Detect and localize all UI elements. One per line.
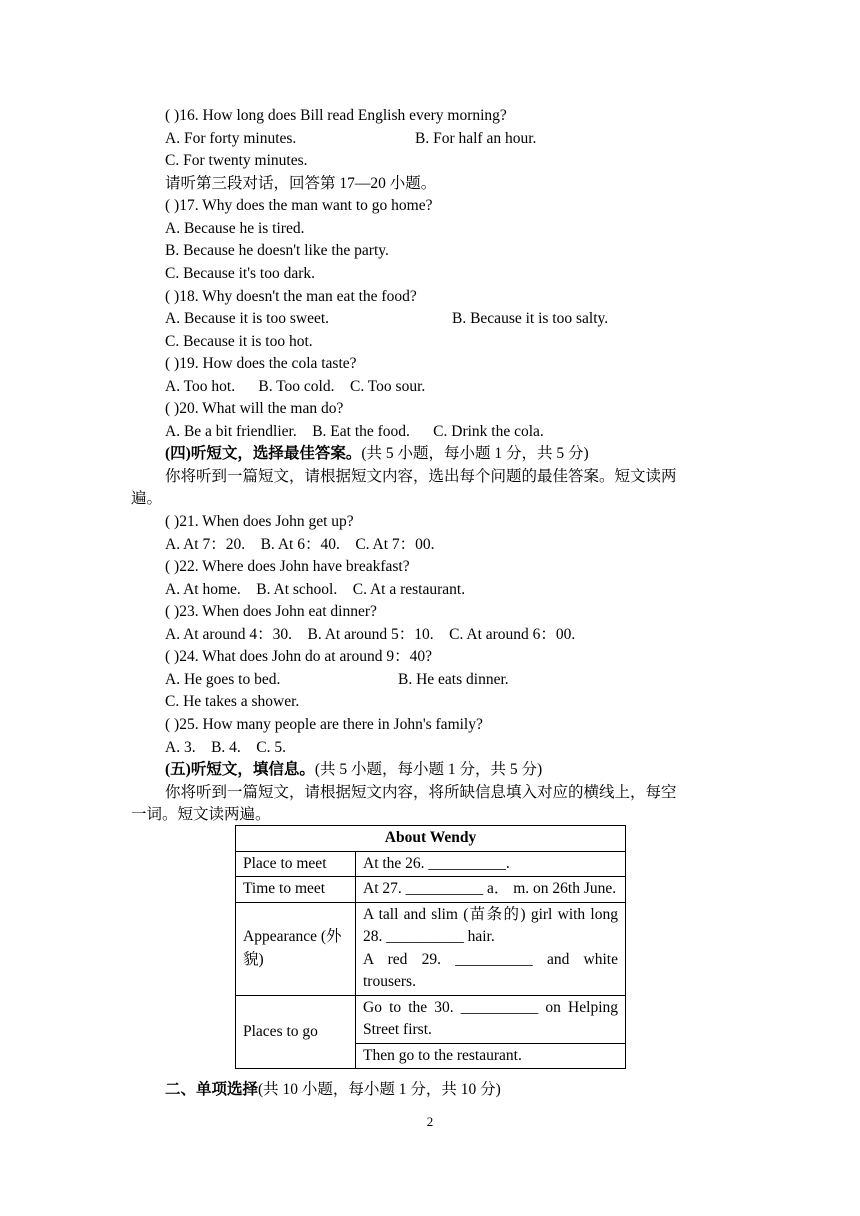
section5-score: (共 5 小题，每小题 1 分，共 5 分) bbox=[314, 761, 543, 778]
q24-stem: ( )24. What does John do at around 9：40? bbox=[165, 648, 433, 665]
row-label-place: Place to meet bbox=[236, 851, 356, 877]
table-row bbox=[236, 851, 626, 877]
section4-instruction: 你将听到一篇短文，请根据短文内容，选出每个问题的最佳答案。短文读两 bbox=[165, 468, 677, 485]
part2-title: 二、单项选择 bbox=[165, 1081, 259, 1098]
section4-heading bbox=[165, 444, 589, 464]
q23-options: A. At around 4：30. B. At around 5：10. C. At around 6：00. bbox=[165, 626, 576, 643]
about-wendy-table bbox=[235, 825, 626, 1069]
q25-options: A. 3. B. 4. C. 5. bbox=[165, 739, 286, 756]
row-value-appearance bbox=[356, 902, 626, 995]
q25-stem: ( )25. How many people are there in John's family? bbox=[165, 716, 483, 733]
appearance-line-1: A tall and slim (苗条的) girl with long 28. __________ hair. bbox=[363, 905, 618, 945]
appearance-line-2: A red 29. __________ and white trousers. bbox=[363, 950, 618, 990]
page-number: 2 bbox=[426, 1114, 434, 1129]
row-value-place: At the 26. __________. bbox=[356, 851, 626, 877]
q20-options: A. Be a bit friendlier. B. Eat the food. C. Drink the cola. bbox=[165, 423, 544, 440]
q21-options: A. At 7：20. B. At 6：40. C. At 7：00. bbox=[165, 536, 435, 553]
section5-instruction: 你将听到一篇短文，请根据短文内容，将所缺信息填入对应的横线上，每空 bbox=[165, 784, 677, 801]
q17-option-c: C. Because it's too dark. bbox=[165, 265, 316, 282]
table-row bbox=[236, 877, 626, 903]
row-value-time: At 27. __________ a． m. on 26th June. bbox=[356, 877, 626, 903]
q18-stem: ( )18. Why doesn't the man eat the food? bbox=[165, 288, 417, 305]
q20-stem: ( )20. What will the man do? bbox=[165, 400, 344, 417]
q18-option-c: C. Because it is too hot. bbox=[165, 333, 313, 350]
table-title: About Wendy bbox=[236, 826, 626, 852]
row-value-places-1: Go to the 30. __________ on Helping Street first. bbox=[356, 995, 626, 1043]
table-row bbox=[236, 995, 626, 1043]
table-row bbox=[236, 826, 626, 852]
q22-options: A. At home. B. At school. C. At a restaurant. bbox=[165, 581, 466, 598]
q17-option-a: A. Because he is tired. bbox=[165, 220, 305, 237]
q16-stem: ( )16. How long does Bill read English every morning? bbox=[165, 107, 507, 124]
section5-heading bbox=[165, 760, 542, 780]
row-label-places: Places to go bbox=[236, 995, 356, 1069]
q16-option-b: B. For half an hour. bbox=[415, 130, 537, 147]
section5-instruction-cont: 一词。短文读两遍。 bbox=[131, 806, 271, 823]
q16-option-a: A. For forty minutes. bbox=[165, 130, 297, 147]
section4-title: (四)听短文，选择最佳答案。 bbox=[165, 445, 362, 462]
row-label-time: Time to meet bbox=[236, 877, 356, 903]
q18-option-a: A. Because it is too sweet. bbox=[165, 310, 330, 327]
q16-option-c: C. For twenty minutes. bbox=[165, 152, 308, 169]
q23-stem: ( )23. When does John eat dinner? bbox=[165, 603, 377, 620]
q22-stem: ( )22. Where does John have breakfast? bbox=[165, 558, 410, 575]
q17-option-b: B. Because he doesn't like the party. bbox=[165, 242, 389, 259]
section4-score: (共 5 小题，每小题 1 分，共 5 分) bbox=[361, 445, 589, 462]
section4-instruction-cont: 遍。 bbox=[131, 490, 163, 507]
row-value-places-2: Then go to the restaurant. bbox=[356, 1043, 626, 1069]
part2-heading bbox=[165, 1080, 501, 1100]
section5-title: (五)听短文，填信息。 bbox=[165, 761, 315, 778]
q19-options: A. Too hot. B. Too cold. C. Too sour. bbox=[165, 378, 426, 395]
q17-stem: ( )17. Why does the man want to go home? bbox=[165, 197, 433, 214]
dialog3-instruction: 请听第三段对话，回答第 17—20 小题。 bbox=[165, 175, 437, 192]
q24-option-a: A. He goes to bed. bbox=[165, 671, 281, 688]
q24-option-c: C. He takes a shower. bbox=[165, 693, 300, 710]
q24-option-b: B. He eats dinner. bbox=[398, 671, 509, 688]
q18-option-b: B. Because it is too salty. bbox=[452, 310, 609, 327]
table-row bbox=[236, 902, 626, 995]
q19-stem: ( )19. How does the cola taste? bbox=[165, 355, 357, 372]
part2-score: (共 10 小题，每小题 1 分，共 10 分) bbox=[258, 1081, 501, 1098]
q21-stem: ( )21. When does John get up? bbox=[165, 513, 354, 530]
row-label-appearance: Appearance (外貌) bbox=[236, 902, 356, 995]
